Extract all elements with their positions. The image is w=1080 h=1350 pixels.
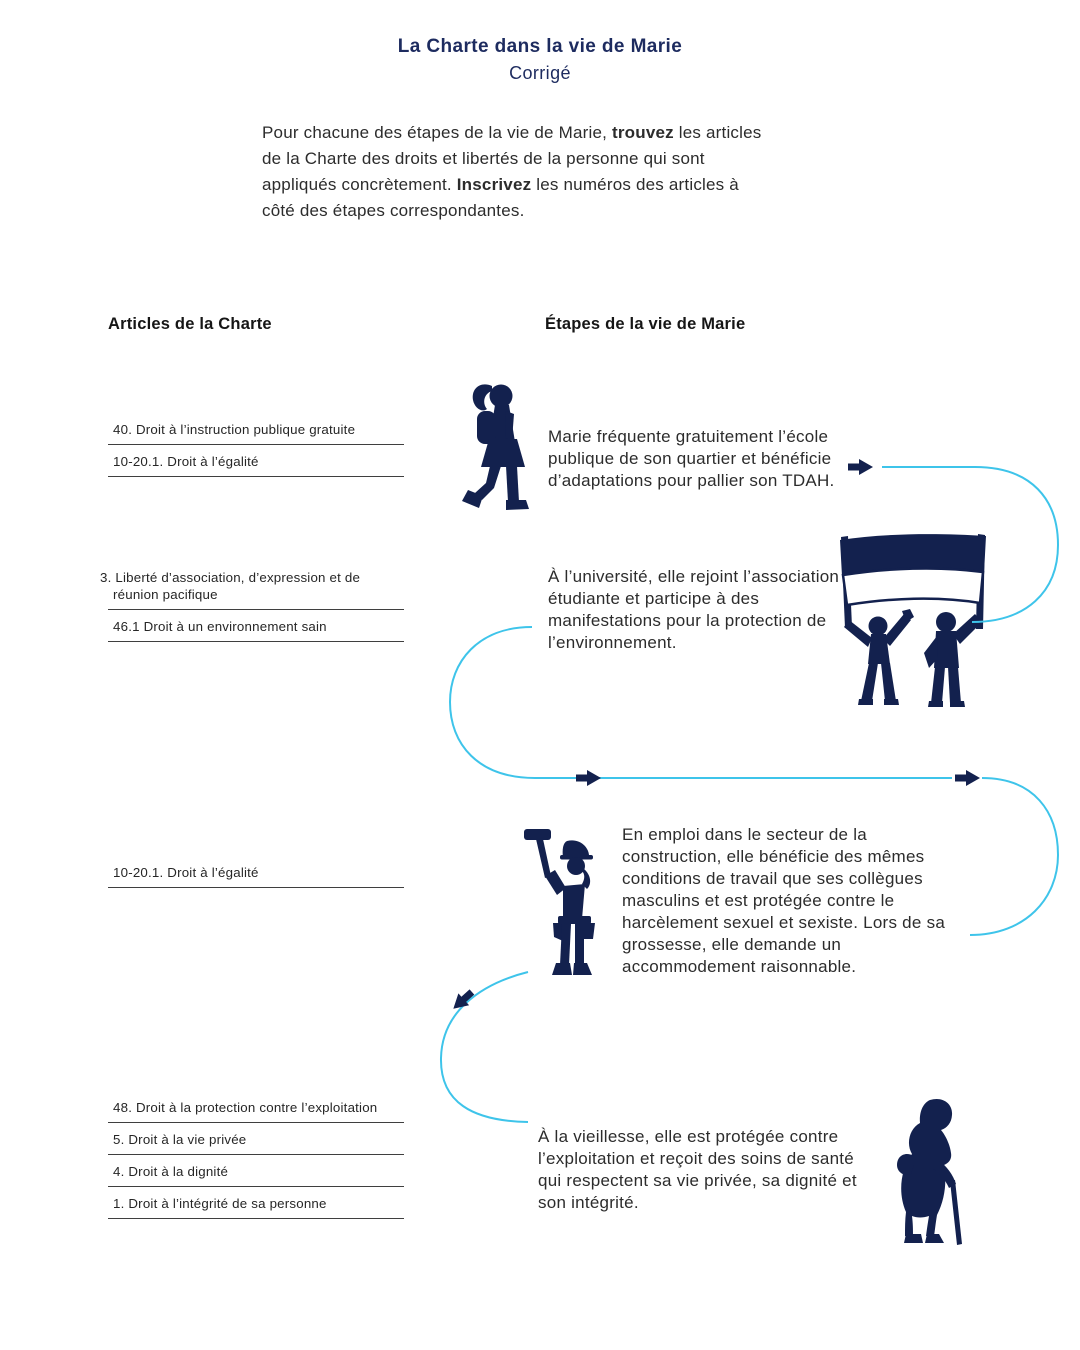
stage-text-school: Marie fréquente gratuitement l’école publique de son quartier et bénéficie d’adaptations pour pallier son TDAH.	[548, 427, 835, 490]
page-header	[0, 36, 1080, 84]
article-item: 3. Liberté d’association, d’expression et de réunion pacifique	[108, 569, 404, 610]
protesters-illustration	[834, 527, 992, 707]
arrow-down-left-icon	[448, 986, 477, 1015]
arrow-right-icon	[955, 770, 980, 786]
schoolgirl-illustration	[456, 380, 532, 514]
elderly-woman-illustration	[878, 1096, 968, 1248]
articles-group-work	[108, 864, 404, 896]
stage-text-work: En emploi dans le secteur de la construction, elle bénéficie des mêmes conditions de travail que ses collègues masculins et est protégée contre le harcèlement sexuel et sexiste. Lors de sa grossesse, elle demande un accommodement raisonnable.	[622, 825, 946, 976]
articles-group-school	[108, 421, 404, 485]
instructions-part: les articles de la Charte des droits et libertés de la personne qui sont appliqués concrètement.	[262, 123, 762, 194]
page-subtitle: Corrigé	[509, 63, 571, 83]
arrow-right-icon	[576, 770, 601, 786]
article-item: 48. Droit à la protection contre l’exploitation	[108, 1099, 404, 1123]
column-header-articles: Articles de la Charte	[108, 315, 272, 333]
article-item: 46.1 Droit à un environnement sain	[108, 618, 404, 642]
connector-line-3	[970, 778, 1058, 935]
article-item: 10-20.1. Droit à l’égalité	[108, 864, 404, 888]
articles-group-university	[100, 569, 404, 650]
elderly-woman-icon	[897, 1099, 962, 1245]
article-item: 40. Droit à l’instruction publique gratuite	[108, 421, 404, 445]
schoolgirl-icon	[462, 384, 529, 510]
page-title: La Charte dans la vie de Marie	[397, 36, 683, 57]
instructions-part: les numéros des articles à côté des étapes correspondantes.	[262, 175, 739, 220]
instructions-part: Pour chacune des étapes de la vie de Marie,	[262, 123, 612, 142]
construction-worker-illustration	[518, 824, 602, 982]
stage-text-old-age: À la vieillesse, elle est protégée contre l’exploitation et reçoit des soins de santé qui respectent sa vie privée, sa dignité et son intégrité.	[538, 1127, 857, 1212]
construction-worker-icon	[524, 829, 595, 975]
article-item: 10-20.1. Droit à l’égalité	[108, 453, 404, 477]
articles-group-old-age	[108, 1099, 404, 1227]
article-item: 5. Droit à la vie privée	[108, 1131, 404, 1155]
column-header-stages: Étapes de la vie de Marie	[545, 315, 746, 333]
instructions-bold-inscrivez: Inscrivez	[456, 175, 532, 194]
article-item: 1. Droit à l’intégrité de sa personne	[108, 1195, 404, 1219]
stage-text-university: À l’université, elle rejoint l’association étudiante et participe à des manifestations pour la protection de l’environnement.	[548, 567, 840, 652]
instructions-text	[262, 120, 770, 224]
instructions-bold-trouvez: trouvez	[611, 123, 674, 142]
article-item: 4. Droit à la dignité	[108, 1163, 404, 1187]
connector-line-4	[441, 972, 528, 1122]
protesters-banner-icon	[840, 534, 986, 707]
